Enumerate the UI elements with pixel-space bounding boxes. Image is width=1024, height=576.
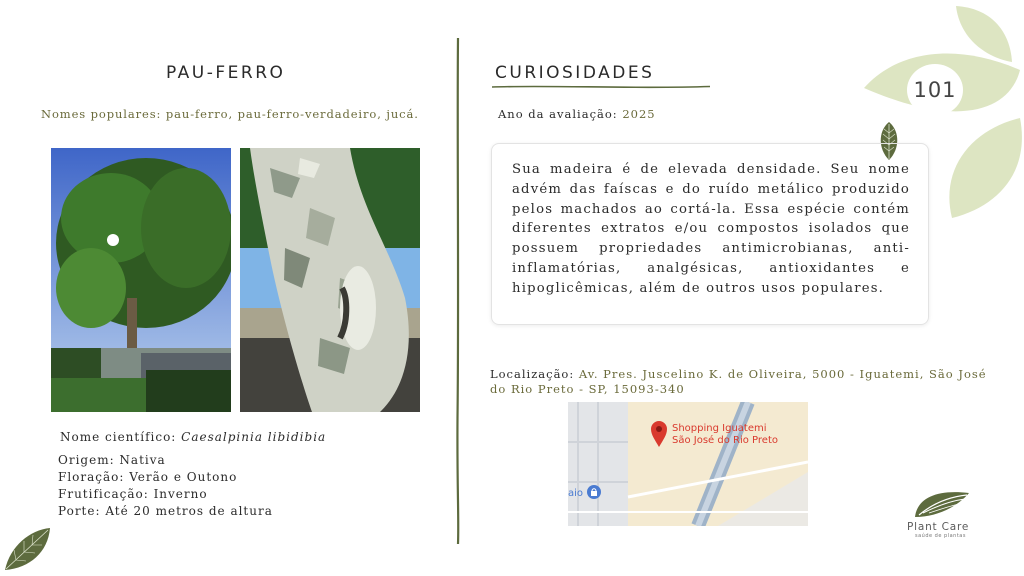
year-label: Ano da avaliação: <box>498 107 623 121</box>
map-pin-label-line2: São José do Rio Preto <box>672 435 778 446</box>
location-address-line2: do Rio Preto - SP, 15093-340 <box>490 381 685 396</box>
map-pin-label-line1: Shopping Iguatemi <box>672 423 767 434</box>
plant-care-logo-icon <box>913 487 971 519</box>
vertical-divider <box>456 38 460 544</box>
curiosities-title: CURIOSIDADES <box>495 63 655 83</box>
scientific-name: Caesalpinia libidibia <box>181 430 327 444</box>
tree-size: Porte: Até 20 metros de altura <box>58 504 273 518</box>
curiosity-card <box>491 143 929 325</box>
title-underline <box>492 84 712 90</box>
species-title: PAU-FERRO <box>166 63 286 83</box>
logo-name: Plant Care <box>907 521 970 533</box>
popular-names: Nomes populares: pau-ferro, pau-ferro-verdadeiro, jucá. <box>41 107 419 121</box>
scientific-name-line <box>60 430 326 444</box>
leaf-icon <box>2 526 52 572</box>
page-number-badge: 101 <box>907 64 963 116</box>
location-address-line1: Av. Pres. Juscelino K. de Oliveira, 5000 - Iguatemi, São José <box>578 367 987 381</box>
scientific-name-label: Nome científico: <box>60 430 182 444</box>
fruiting: Frutificação: Inverno <box>58 487 208 501</box>
map-edge-label: aio <box>568 488 584 499</box>
location-label: Localização: <box>490 367 579 381</box>
year-value: 2025 <box>622 107 656 121</box>
flowering: Floração: Verão e Outono <box>58 470 238 484</box>
logo-tagline: saúde de plantas <box>915 533 966 539</box>
tree-photo <box>51 148 231 412</box>
location-map[interactable] <box>568 402 808 526</box>
map-pin-label <box>672 423 778 447</box>
location <box>490 367 990 396</box>
species-facts <box>58 452 273 520</box>
shopping-bag-icon <box>587 485 601 499</box>
evaluation-year <box>498 107 656 121</box>
bark-photo <box>240 148 420 412</box>
origin: Origem: Nativa <box>58 453 166 467</box>
curiosity-text: Sua madeira é de elevada densidade. Seu nome advém das faíscas e do ruído metálico produzido pelos machados ao cortá-la. Essa espécie contém diferentes extratos e/ou compostos isolados que possuem propriedades antimicrobianas, anti-inflamatórias, analgésicas, antioxidantes e hipoglicêmicas, além de outros usos populares. <box>512 162 910 296</box>
map-pin-icon <box>650 420 668 448</box>
